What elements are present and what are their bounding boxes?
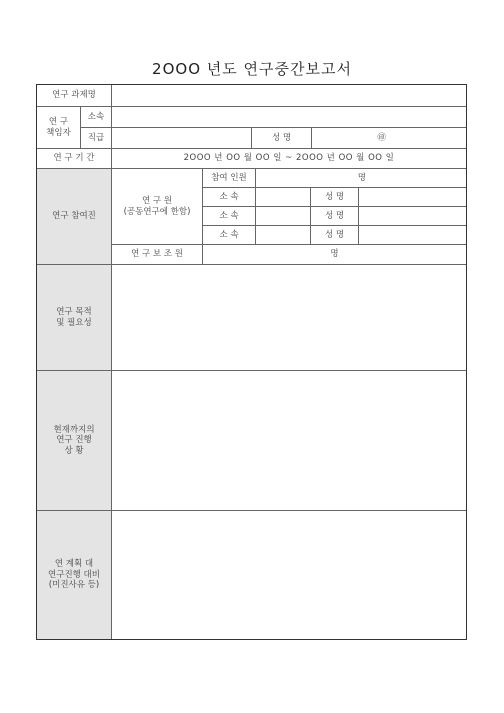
sub-name-label: 성 명 (311, 207, 359, 226)
sub-name-label: 성 명 (311, 226, 359, 245)
sub-name-field[interactable] (359, 188, 466, 207)
report-form (36, 84, 467, 640)
assistant-unit: 명 (330, 249, 339, 260)
plan-line: 연 계획 대 (54, 559, 94, 570)
sub-affiliation-label: 소 속 (203, 226, 256, 245)
researcher-cell (112, 169, 203, 245)
purpose-field[interactable] (112, 265, 466, 371)
researcher-note: (공동연구에 한함) (123, 206, 191, 217)
assistant-label: 연 구 보 조 원 (112, 245, 203, 265)
affiliation-field[interactable] (112, 107, 466, 128)
sub-affiliation-label: 소 속 (203, 188, 256, 207)
count-unit: 명 (357, 172, 366, 183)
progress-label (37, 371, 112, 511)
sub-name-field[interactable] (359, 226, 466, 245)
plan-field[interactable] (112, 511, 466, 639)
name-field[interactable] (312, 128, 466, 149)
purpose-label (37, 265, 112, 371)
topic-field[interactable] (112, 85, 466, 107)
position-field[interactable] (112, 128, 252, 149)
sub-affiliation-field[interactable] (256, 188, 311, 207)
sub-affiliation-field[interactable] (256, 226, 311, 245)
sub-name-field[interactable] (359, 207, 466, 226)
progress-field[interactable] (112, 371, 466, 511)
progress-line: 상 황 (64, 445, 84, 456)
researcher-label: 연 구 원 (141, 195, 173, 206)
period-label: 연 구 기 간 (37, 149, 112, 169)
sub-name-label: 성 명 (311, 188, 359, 207)
affiliation-label: 소속 (81, 107, 112, 128)
plan-line: (미진사유 등) (48, 580, 100, 591)
purpose-line: 연구 목적 (56, 306, 92, 317)
sub-affiliation-label: 소 속 (203, 207, 256, 226)
count-field[interactable] (256, 169, 466, 188)
seal-mark: ㊞ (377, 132, 386, 143)
progress-line: 현재까지의 (53, 424, 95, 435)
topic-label: 연구 과제명 (37, 85, 112, 107)
name-label: 성 명 (252, 128, 312, 149)
report-title: 2OOO 년도 연구중간보고서 (152, 60, 352, 78)
assistant-field[interactable] (203, 245, 466, 265)
period-value[interactable]: 2OOO 년 OO 월 OO 일 ~ 2OOO 년 OO 월 OO 일 (112, 149, 466, 169)
manager-label: 연 구 책임자 (37, 107, 81, 149)
sub-affiliation-field[interactable] (256, 207, 311, 226)
count-label: 참여 인원 (203, 169, 256, 188)
plan-label (37, 511, 112, 639)
purpose-line: 및 필요성 (56, 317, 92, 328)
participants-label: 연구 참여진 (37, 169, 112, 265)
position-label: 직급 (81, 128, 112, 149)
plan-line: 연구진행 대비 (48, 569, 100, 580)
progress-line: 연구 진행 (56, 435, 92, 446)
